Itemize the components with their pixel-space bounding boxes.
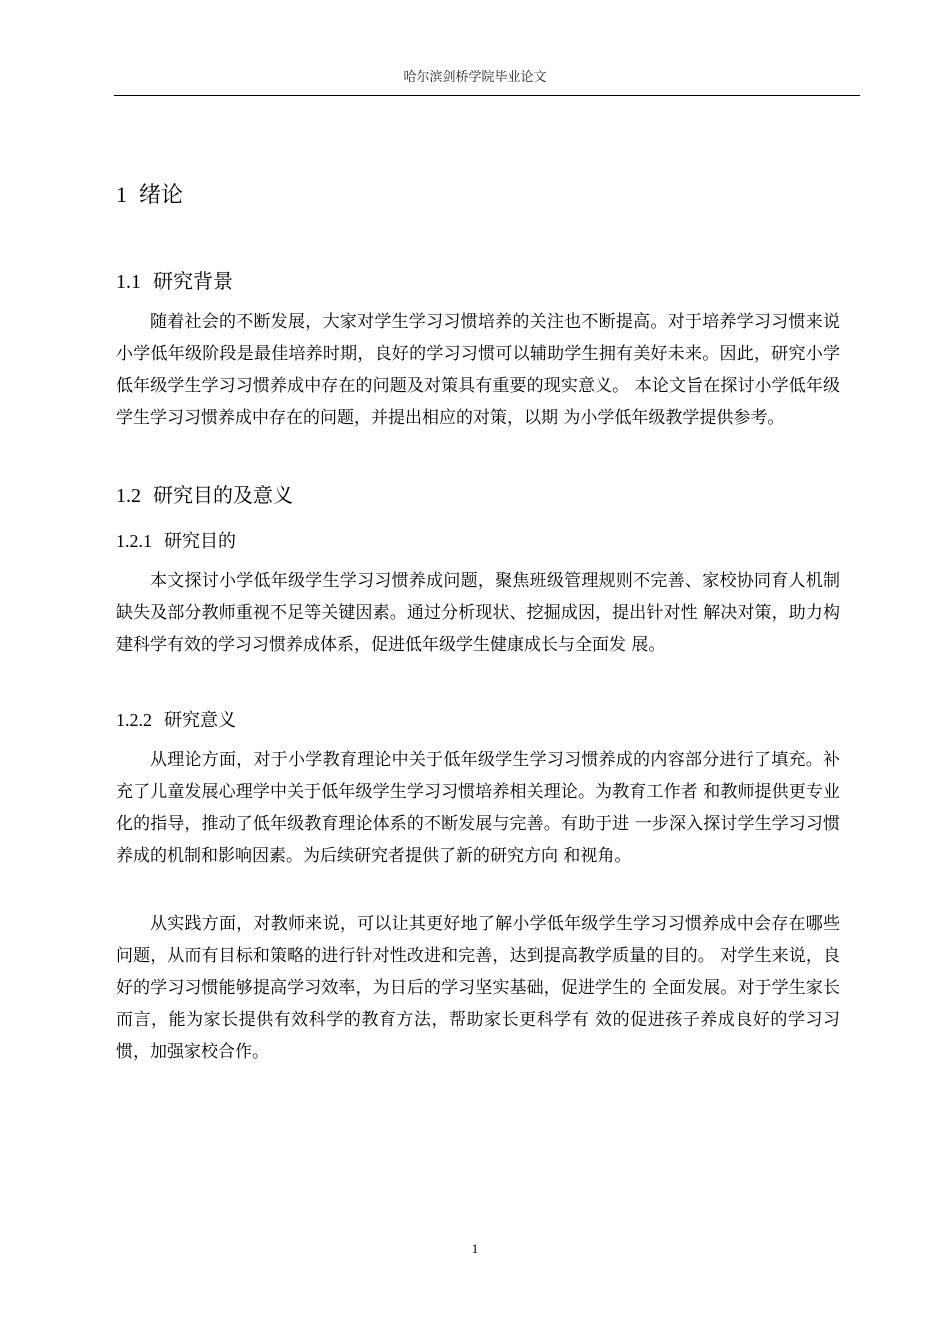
running-header: 哈尔滨剑桥学院毕业论文 bbox=[403, 70, 547, 85]
subsection-title: 研究目的 bbox=[164, 531, 236, 552]
paragraph-purpose: 本文探讨小学低年级学生学习习惯养成问题，聚焦班级管理规则不完善、家校协同育人机制缺失及部分教师重视不足等关键因素。通过分析现状、挖掘成因，提出针对性 解决对策，助力构建科学有效的学习习惯养成体系，促进低年级学生健康成长与全面发 展。 bbox=[116, 571, 840, 655]
subsection-heading-1-2-1 bbox=[116, 527, 236, 553]
section-number: 1.1 bbox=[116, 271, 141, 293]
subsection-title: 研究意义 bbox=[164, 710, 236, 731]
chapter-number: 1 bbox=[116, 182, 127, 207]
subsection-heading-1-2-2 bbox=[116, 706, 236, 732]
paragraph-background: 随着社会的不断发展，大家对学生学习习惯培养的关注也不断提高。对于培养学习习惯来说小学低年级阶段是最佳培养时期，良好的学习习惯可以辅助学生拥有美好未来。因此，研究小学低年级学生学习习惯养成中存在的问题及对策具有重要的现实意义。 本论文旨在探讨小学低年级学生学习习惯养成中存在的问题，并提出相应的对策，以期 为小学低年级教学提供参考。 bbox=[116, 312, 840, 428]
paragraph-significance-practice: 从实践方面，对教师来说，可以让其更好地了解小学低年级学生学习习惯养成中会存在哪些问题，从而有目标和策略的进行针对性改进和完善，达到提高教学质量的目的。 对学生来说，良好的学习习惯能够提高学习效率，为日后的学习坚实基础，促进学生的 全面发展。对于学生家长而言，能为家长提供有效科学的教育方法，帮助家长更科学有 效的促进孩子养成良好的学习习惯，加强家校合作。 bbox=[116, 914, 840, 1062]
section-number: 1.2 bbox=[116, 485, 141, 507]
section-heading-1-2 bbox=[116, 479, 293, 508]
subsection-number: 1.2.1 bbox=[116, 531, 152, 551]
section-heading-1-1 bbox=[116, 265, 233, 294]
header-rule bbox=[114, 95, 860, 96]
chapter-heading bbox=[116, 178, 183, 209]
subsection-number: 1.2.2 bbox=[116, 710, 152, 730]
paragraph-significance-theory: 从理论方面，对于小学教育理论中关于低年级学生学习习惯养成的内容部分进行了填充。补充了儿童发展心理学中关于低年级学生学习习惯培养相关理论。为教育工作者 和教师提供更专业化的指导，推动了低年级教育理论体系的不断发展与完善。有助于进 一步深入探讨学生学习习惯养成的机制和影响因素。为后续研究者提供了新的研究方向 和视角。 bbox=[116, 750, 840, 866]
section-title: 研究背景 bbox=[153, 269, 233, 293]
chapter-title: 绪论 bbox=[139, 183, 184, 208]
page-number: 1 bbox=[471, 1241, 479, 1256]
section-title: 研究目的及意义 bbox=[153, 483, 293, 507]
